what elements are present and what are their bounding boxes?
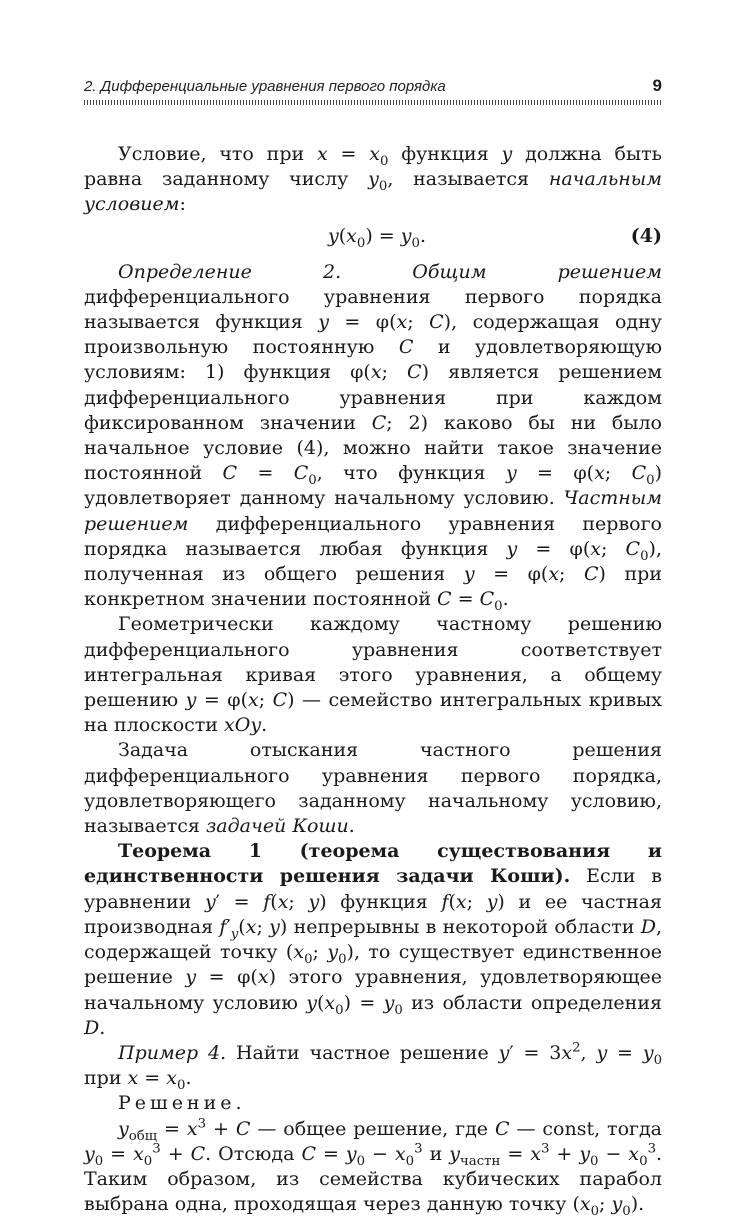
page-body <box>84 142 662 1217</box>
example-label: Пример 4. <box>118 1041 227 1064</box>
running-header <box>84 76 662 98</box>
paragraph-theorem-1: Теорема 1 (теорема существования и единственности решения задачи Коши). Если в уравнении y′ = f(x; y) функция f(x; y) и ее частная производная $f'_y(x$; y) непрерывны в некоторой области D, содержащей точку ($x_0$; $y_0$), то существует единственное решение y = φ(x) этого уравнения, удовлетворяющее начальному условию $y(x_0) = y_0$ из области определения D. <box>84 840 663 1039</box>
term-cauchy-problem: задачей Коши <box>205 815 349 838</box>
definition-label: Определение 2. <box>118 260 342 283</box>
theorem-title: Теорема 1 (теорема существования и единственности решения задачи Коши). <box>84 840 662 888</box>
paragraph-definition-2: Определение 2. Общим решением дифференциального уравнения первого порядка называется функция y = φ(x; C), содержащая одну произвольную постоянную C и удовлетворяющую условиям: 1) функция φ(x; C) является решением дифференциального уравнения при каждом фиксированном значении C; 2) каково бы ни было начальное условие (4), можно найти такое значение постоянной $C = C_0$, что функция y = φ(x; $C_0$) удовлетворяет данному начальному условию. Частным решением дифференциального уравнения первого порядка называется любая функция y = φ(x; $C_0$), полученная из общего решения y = φ(x; C) при конкретном значении постоянной $C = C_0$. <box>84 260 663 615</box>
solution-label: Решение. <box>118 1092 246 1115</box>
paragraph-solution: $y_{общ} = x^3 + C$ — общее решение, где C — const, тогда $y_0 = x_0^3 + C$. Отсюда $C = y_0 - x_0^3$ и $y_{частн} = x^3 + y_0 - x_0^3$. Таким образом, из семейства кубических парабол выбрана одна, проходящая через данную точку ($x_0$; $y_0$). <box>84 1116 663 1219</box>
term-particular-solution: Частным решением <box>84 487 663 535</box>
term-initial-condition: начальным условием <box>84 168 663 216</box>
paragraph-cauchy-problem: Задача отыскания частного решения дифференциального уравнения первого порядка, удовлетворяющего заданному начальному условию, называется задачей Коши. <box>84 739 662 838</box>
chapter-title: 2. Дифференциальные уравнения первого порядка <box>84 78 446 95</box>
equation-number: (4) <box>630 224 662 247</box>
formula-expression: $y(x_0) = y_0$. <box>328 224 427 251</box>
page-number: 9 <box>652 76 662 95</box>
formula-4 <box>84 224 662 250</box>
paragraph-example-4: Пример 4. Найти частное решение $y' = 3x^2$, $y = y_0$ при $x = x_0$. <box>84 1040 663 1093</box>
paragraph-initial-condition: Условие, что при $x = x_0$ функция y должна быть равна заданному числу $y_0$, называется начальным условием: <box>84 143 663 216</box>
paragraph-geometric: Геометрически каждому частному решению дифференциального уравнения соответствует интегральная кривая этого уравнения, а общему решению y = φ(x; C) — семейство интегральных кривых на плоскости xOy. <box>84 613 663 737</box>
header-rule <box>84 100 662 105</box>
term-general-solution: Общим решением <box>412 260 663 283</box>
